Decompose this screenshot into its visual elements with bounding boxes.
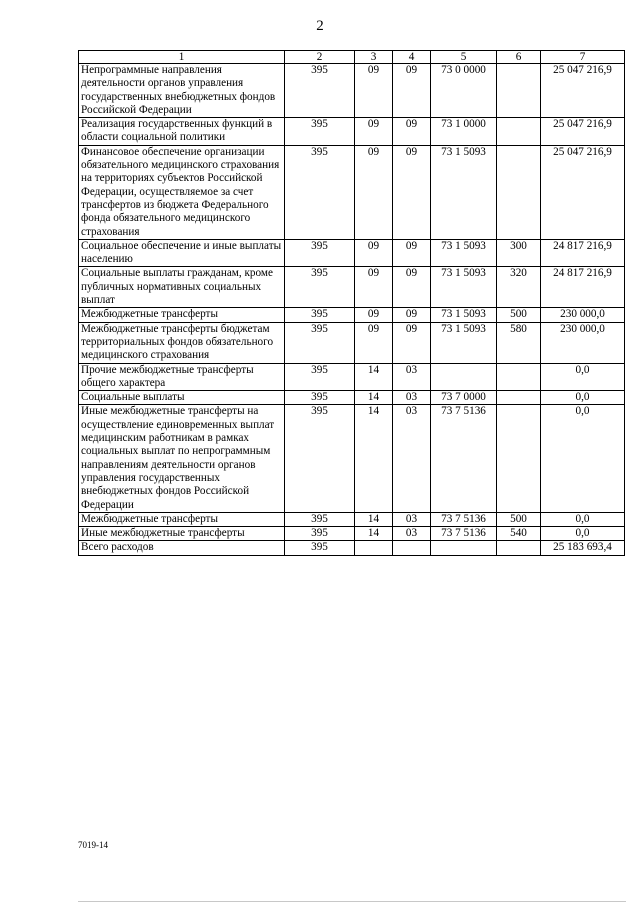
cell-expense-type [497, 391, 541, 405]
column-header: 1 [79, 51, 285, 64]
table-row [79, 239, 625, 267]
cell-target-article: 73 7 5136 [431, 405, 497, 512]
document-code: 7019-14 [78, 840, 108, 850]
table-row [79, 512, 625, 526]
cell-section-code: 14 [355, 363, 393, 391]
cell-expense-type: 500 [497, 512, 541, 526]
cell-expense-name: Межбюджетные трансферты [79, 308, 285, 322]
table-row [79, 64, 625, 118]
cell-amount: 24 817 216,9 [541, 267, 625, 308]
cell-ministry-code: 395 [285, 512, 355, 526]
table-row [79, 322, 625, 363]
table-row [79, 405, 625, 512]
cell-target-article: 73 7 0000 [431, 391, 497, 405]
cell-expense-name: Межбюджетные трансферты бюджетам территориальных фондов обязательного медицинского страхования [79, 322, 285, 363]
cell-subsection-code: 09 [393, 308, 431, 322]
column-header: 3 [355, 51, 393, 64]
cell-ministry-code: 395 [285, 267, 355, 308]
column-header: 5 [431, 51, 497, 64]
cell-target-article [431, 541, 497, 555]
table-row [79, 118, 625, 146]
cell-expense-type [497, 363, 541, 391]
cell-section-code [355, 541, 393, 555]
cell-amount: 0,0 [541, 391, 625, 405]
cell-subsection-code: 09 [393, 239, 431, 267]
cell-subsection-code: 03 [393, 512, 431, 526]
cell-amount: 24 817 216,9 [541, 239, 625, 267]
cell-target-article: 73 1 0000 [431, 118, 497, 146]
cell-subsection-code: 09 [393, 145, 431, 239]
table-row [79, 308, 625, 322]
cell-expense-type [497, 118, 541, 146]
cell-ministry-code: 395 [285, 239, 355, 267]
table-row [79, 541, 625, 555]
cell-target-article: 73 1 5093 [431, 267, 497, 308]
cell-expense-name: Финансовое обеспечение организации обязательного медицинского страхования на территориях субъектов Российской Федерации, осуществляемое за счет трансфертов из бюджета Федерального фонда обязательного медицинского страхования [79, 145, 285, 239]
cell-target-article: 73 1 5093 [431, 322, 497, 363]
cell-amount: 0,0 [541, 527, 625, 541]
column-header: 2 [285, 51, 355, 64]
cell-expense-name: Всего расходов [79, 541, 285, 555]
cell-expense-type [497, 541, 541, 555]
table-row [79, 391, 625, 405]
cell-expense-type [497, 145, 541, 239]
cell-ministry-code: 395 [285, 391, 355, 405]
cell-amount: 0,0 [541, 363, 625, 391]
cell-expense-name: Прочие межбюджетные трансферты общего характера [79, 363, 285, 391]
table-row [79, 527, 625, 541]
cell-section-code: 09 [355, 322, 393, 363]
cell-section-code: 14 [355, 512, 393, 526]
cell-expense-type: 540 [497, 527, 541, 541]
page-number: 2 [316, 18, 324, 34]
cell-target-article [431, 363, 497, 391]
table-row [79, 267, 625, 308]
cell-expense-name: Реализация государственных функций в области социальной политики [79, 118, 285, 146]
cell-subsection-code: 09 [393, 267, 431, 308]
cell-expense-name: Социальное обеспечение и иные выплаты населению [79, 239, 285, 267]
cell-expense-type [497, 64, 541, 118]
cell-target-article: 73 7 5136 [431, 512, 497, 526]
cell-ministry-code: 395 [285, 64, 355, 118]
cell-subsection-code: 09 [393, 322, 431, 363]
cell-ministry-code: 395 [285, 322, 355, 363]
cell-expense-type: 500 [497, 308, 541, 322]
cell-section-code: 14 [355, 405, 393, 512]
cell-expense-name: Непрограммные направления деятельности органов управления государственных внебюджетных фондов Российской Федерации [79, 64, 285, 118]
cell-expense-type: 580 [497, 322, 541, 363]
cell-ministry-code: 395 [285, 308, 355, 322]
cell-section-code: 09 [355, 64, 393, 118]
cell-expense-name: Иные межбюджетные трансферты [79, 527, 285, 541]
cell-subsection-code: 03 [393, 391, 431, 405]
cell-target-article: 73 0 0000 [431, 64, 497, 118]
cell-section-code: 09 [355, 267, 393, 308]
cell-target-article: 73 7 5136 [431, 527, 497, 541]
cell-amount: 25 047 216,9 [541, 145, 625, 239]
table-body [79, 64, 625, 556]
cell-ministry-code: 395 [285, 145, 355, 239]
cell-subsection-code: 03 [393, 363, 431, 391]
cell-amount: 230 000,0 [541, 308, 625, 322]
column-header: 7 [541, 51, 625, 64]
cell-ministry-code: 395 [285, 541, 355, 555]
cell-expense-type: 320 [497, 267, 541, 308]
cell-amount: 25 047 216,9 [541, 118, 625, 146]
page-bottom-divider [78, 901, 626, 902]
cell-ministry-code: 395 [285, 405, 355, 512]
cell-expense-type [497, 405, 541, 512]
cell-subsection-code: 03 [393, 405, 431, 512]
cell-expense-name: Социальные выплаты гражданам, кроме публичных нормативных социальных выплат [79, 267, 285, 308]
budget-table [78, 50, 625, 556]
column-header: 4 [393, 51, 431, 64]
cell-expense-type: 300 [497, 239, 541, 267]
cell-target-article: 73 1 5093 [431, 239, 497, 267]
column-header: 6 [497, 51, 541, 64]
cell-section-code: 09 [355, 308, 393, 322]
cell-subsection-code: 03 [393, 527, 431, 541]
cell-amount: 25 047 216,9 [541, 64, 625, 118]
cell-subsection-code [393, 541, 431, 555]
cell-amount: 230 000,0 [541, 322, 625, 363]
cell-subsection-code: 09 [393, 118, 431, 146]
cell-amount: 0,0 [541, 512, 625, 526]
cell-section-code: 09 [355, 239, 393, 267]
cell-target-article: 73 1 5093 [431, 145, 497, 239]
table-row [79, 363, 625, 391]
cell-section-code: 09 [355, 118, 393, 146]
cell-ministry-code: 395 [285, 118, 355, 146]
cell-amount: 25 183 693,4 [541, 541, 625, 555]
cell-subsection-code: 09 [393, 64, 431, 118]
cell-section-code: 14 [355, 391, 393, 405]
cell-section-code: 14 [355, 527, 393, 541]
table-row [79, 145, 625, 239]
cell-ministry-code: 395 [285, 527, 355, 541]
cell-section-code: 09 [355, 145, 393, 239]
cell-expense-name: Социальные выплаты [79, 391, 285, 405]
cell-ministry-code: 395 [285, 363, 355, 391]
cell-amount: 0,0 [541, 405, 625, 512]
table-header-row [79, 51, 625, 64]
cell-expense-name: Иные межбюджетные трансферты на осуществление единовременных выплат медицинским работникам в рамках социальных выплат по непрограммным направлениям деятельности органов управления государственных внебюджетных фондов Российской Федерации [79, 405, 285, 512]
cell-target-article: 73 1 5093 [431, 308, 497, 322]
cell-expense-name: Межбюджетные трансферты [79, 512, 285, 526]
